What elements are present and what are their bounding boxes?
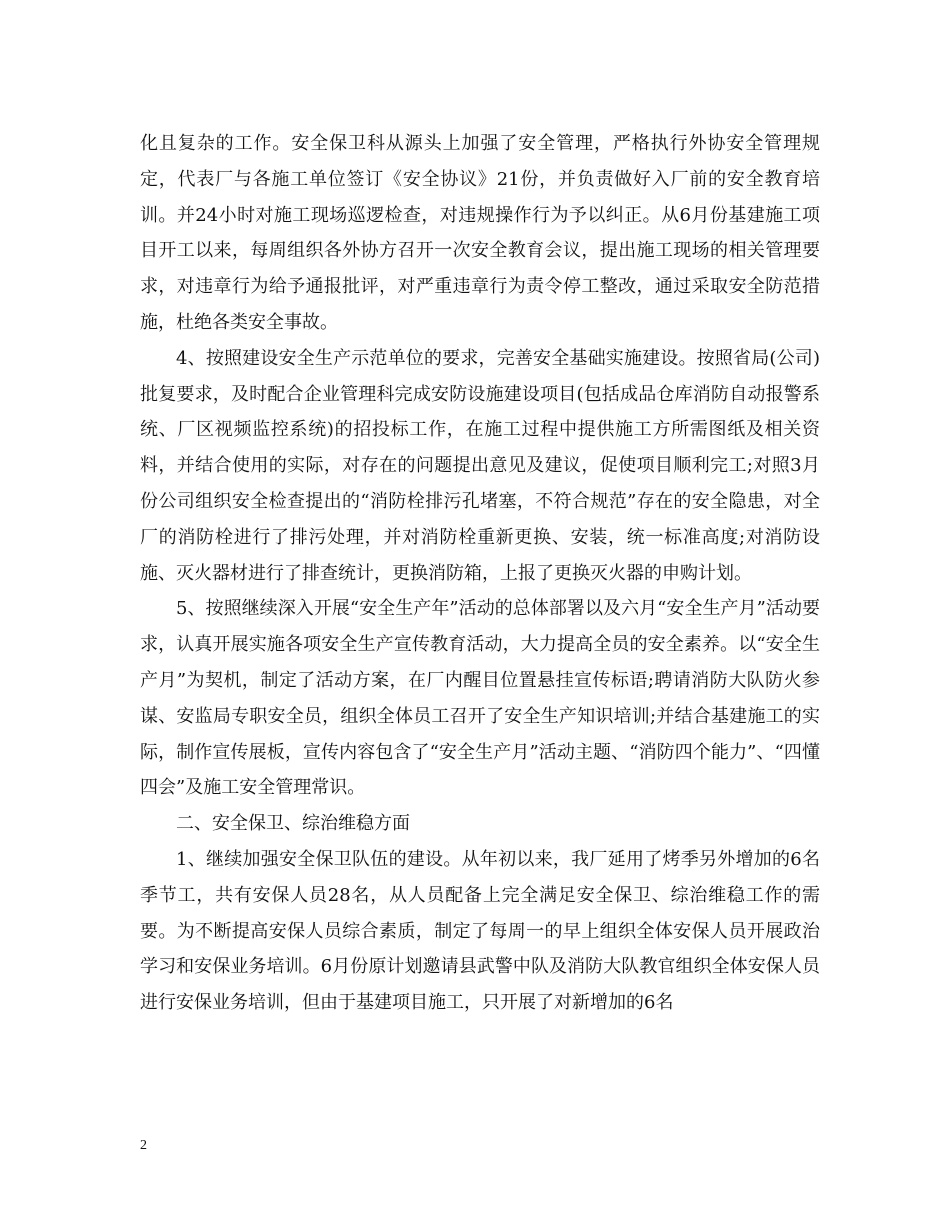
section-heading: 二、安全保卫、综治维稳方面 <box>176 813 410 835</box>
paragraph-3: 5、按照继续深入开展“安全生产年”活动的总体部署以及六月“安全生产月”活动要求，认真开展实施各项安全生产宣传教育活动，大力提高全员的安全素养。以“安全生产月”为契机，制定了活动方案，在厂内醒目位置悬挂宣传标语;聘请消防大队防火参谋、安监局专职安全员，组织全体员工召开了安全生产知识培训;并结合基建施工的实际，制作宣传展板，宣传内容包含了“安全生产月”活动主题、“消防四个能力”、“四懂四会”及施工安全管理常识。 <box>140 598 820 799</box>
page-number: 2 <box>140 1138 147 1153</box>
paragraph-4: 1、继续加强安全保卫队伍的建设。从年初以来，我厂延用了烤季另外增加的6名季节工，共有安保人员28名，从人员配备上完全满足安全保卫、综治维稳工作的需要。为不断提高安保人员综合素质，制定了每周一的早上组织全体安保人员开展政治学习和安保业务培训。6月份原计划邀请县武警中队及消防大队教官组织全体安保人员进行安保业务培训，但由于基建项目施工，只开展了对新增加的6名 <box>140 848 820 1014</box>
document-body <box>140 126 820 1021</box>
paragraph-2: 4、按照建设安全生产示范单位的要求，完善安全基础实施建设。按照省局(公司)批复要求，及时配合企业管理科完成安防设施建设项目(包括成品仓库消防自动报警系统、厂区视频监控系统)的招投标工作，在施工过程中提供施工方所需图纸及相关资料，并结合使用的实际，对存在的问题提出意见及建议，促使项目顺利完工;对照3月份公司组织安全检查提出的“消防栓排污孔堵塞，不符合规范”存在的安全隐患，对全厂的消防栓进行了排污处理，并对消防栓重新更换、安装，统一标准高度;对消防设施、灭火器材进行了排查统计，更换消防箱，上报了更换灭火器的申购计划。 <box>140 347 820 584</box>
paragraph-1: 化且复杂的工作。安全保卫科从源头上加强了安全管理，严格执行外协安全管理规定，代表厂与各施工单位签订《安全协议》21份，并负责做好入厂前的安全教育培训。并24小时对施工现场巡逻检查，对违规操作行为予以纠正。从6月份基建施工项目开工以来，每周组织各外协方召开一次安全教育会议，提出施工现场的相关管理要求，对违章行为给予通报批评，对严重违章行为责令停工整改，通过采取安全防范措施，杜绝各类安全事故。 <box>140 133 820 333</box>
